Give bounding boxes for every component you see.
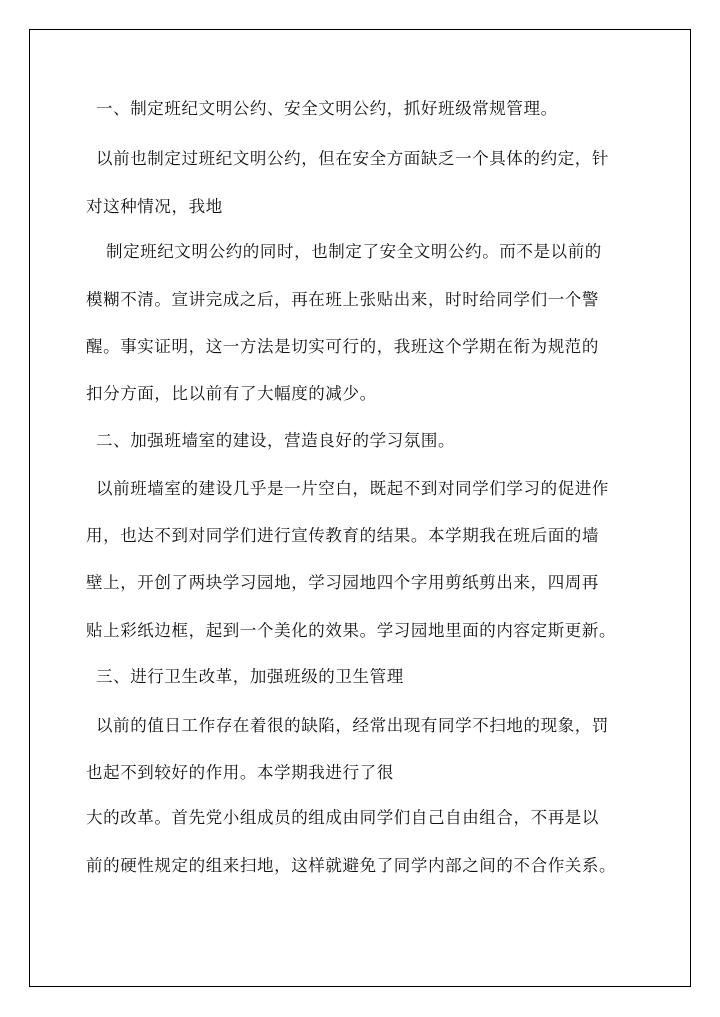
paragraph-line: 以前也制定过班纪文明公约，但在安全方面缺乏一个具体的约定，针 (96, 149, 609, 168)
page-border (29, 29, 691, 987)
paragraph-line: 贴上彩纸边框，起到一个美化的效果。学习园地里面的内容定斯更新。 (86, 621, 617, 640)
paragraph-line: 对这种情况，我地 (86, 197, 223, 216)
paragraph-line: 以前的值日工作存在着很的缺陷，经常出现有同学不扫地的现象，罚 (96, 716, 609, 735)
paragraph-line: 前的硬性规定的组来扫地，这样就避免了同学内部之间的不合作关系。 (86, 856, 617, 875)
heading-2: 二、加强班墙室的建设，营造良好的学习氛围。 (96, 431, 456, 450)
paragraph-line: 制定班纪文明公约的同时，也制定了安全文明公约。而不是以前的 (106, 242, 602, 261)
paragraph-line: 扣分方面，比以前有了大幅度的减少。 (86, 384, 377, 403)
paragraph-line: 模糊不清。宣讲完成之后，再在班上张贴出来，时时给同学们一个警 (86, 290, 599, 309)
paragraph-line: 也起不到较好的作用。本学期我进行了很 (86, 763, 394, 782)
paragraph-line: 壁上，开创了两块学习园地，学习园地四个字用剪纸剪出来，四周再 (86, 573, 599, 592)
heading-3: 三、进行卫生改革，加强班级的卫生管理 (96, 667, 404, 686)
paragraph-line: 用，也达不到对同学们进行宣传教育的结果。本学期我在班后面的墙 (86, 526, 599, 545)
paragraph-line: 以前班墙室的建设几乎是一片空白，既起不到对同学们学习的促进作 (96, 479, 609, 498)
paragraph-line: 大的改革。首先党小组成员的组成由同学们自己自由组合，不再是以 (86, 808, 599, 827)
paragraph-line: 醒。事实证明，这一方法是切实可行的，我班这个学期在衔为规范的 (86, 337, 599, 356)
heading-1: 一、制定班纪文明公约、安全文明公约，抓好班级常规管理。 (96, 99, 558, 118)
